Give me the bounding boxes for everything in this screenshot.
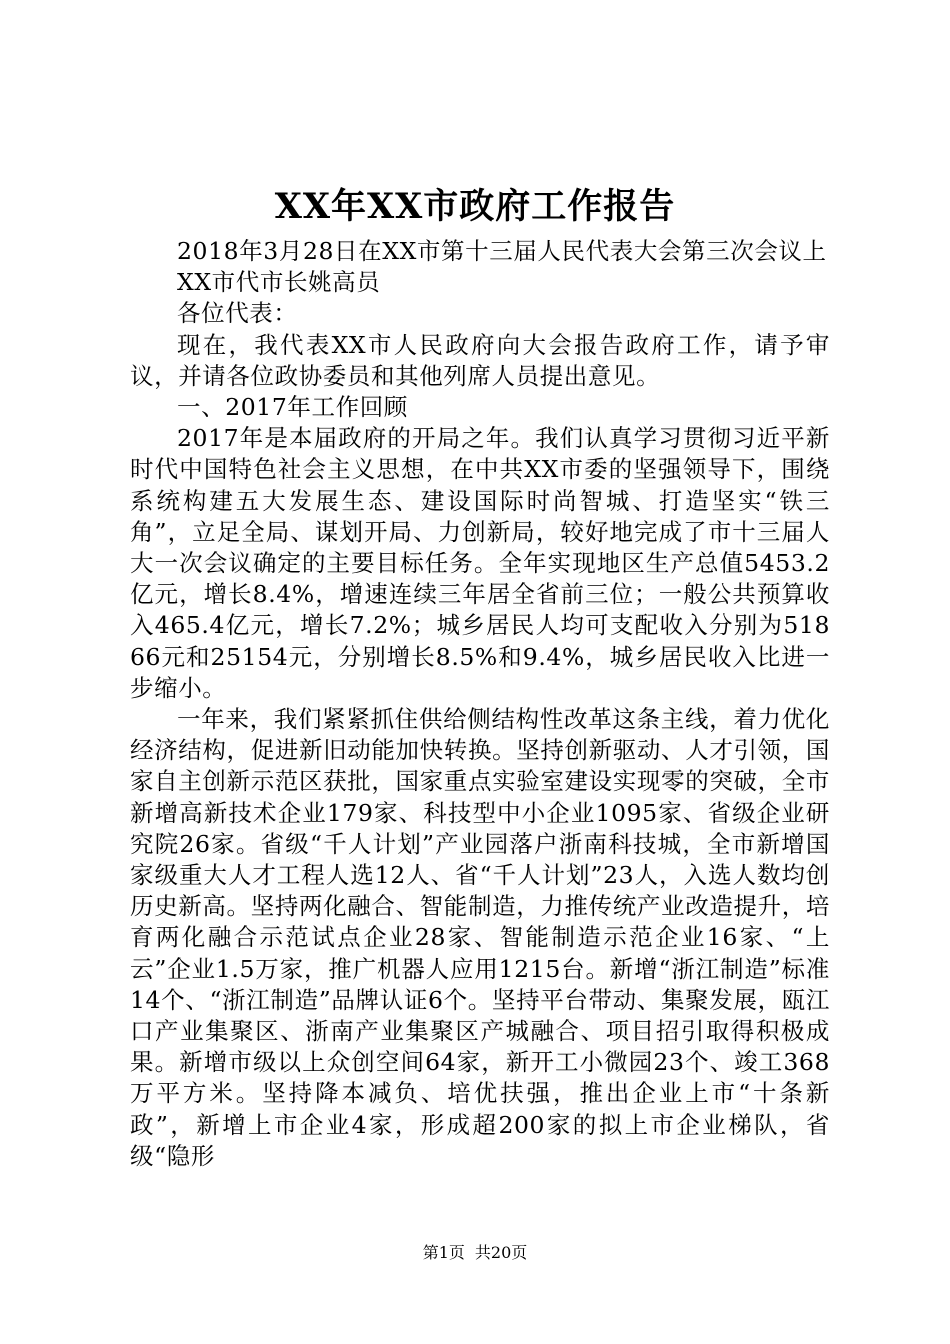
page-number: 第1页 bbox=[422, 1243, 465, 1262]
review-paragraph: 2017年是本届政府的开局之年。我们认真学习贯彻习近平新时代中国特色社会主义思想，在中共XX市委的坚强领导下，围绕系统构建五大发展生态、建设国际时尚智城、打造坚实“铁三角”，立足全局、谋划开局、力创新局，较好地完成了市十三届人大一次会议确定的主要目标任务。全年实现地区生产总值5453.2亿元，增长8.4%，增速连续三年居全省前三位；一般公共预算收入465.4亿元，增长7.2%；城乡居民人均可支配收入分别为51866元和25154元，分别增长8.5%和9.4%，城乡居民收入比进一步缩小。 bbox=[130, 424, 830, 702]
page-total: 共20页 bbox=[474, 1243, 528, 1262]
page-footer bbox=[0, 1241, 950, 1265]
intro-paragraph: 现在，我代表XX市人民政府向大会报告政府工作，请予审议，并请各位政协委员和其他列席人员提出意见。 bbox=[130, 330, 830, 390]
salutation-paragraph: 各位代表： bbox=[177, 299, 298, 328]
document-title: XX年XX市政府工作报告 bbox=[274, 186, 676, 227]
economy-paragraph: 一年来，我们紧紧抓住供给侧结构性改革这条主线，着力优化经济结构，促进新旧动能加快转换。坚持创新驱动、人才引领，国家自主创新示范区获批，国家重点实验室建设实现零的突破，全市新增高新技术企业179家、科技型中小企业1095家、省级企业研究院26家。省级“千人计划”产业园落户浙南科技城，全市新增国家级重大人才工程人选12人、省“千人计划”23人，入选人数均创历史新高。坚持两化融合、智能制造，力推传统产业改造提升，培育两化融合示范试点企业28家、智能制造示范企业16家、“上云”企业1.5万家，推广机器人应用1215台。新增“浙江制造”标准14个、“浙江制造”品牌认证6个。坚持平台带动、集聚发展，瓯江口产业集聚区、浙南产业集聚区产城融合、项目招引取得积极成果。新增市级以上众创空间64家，新开工小微园23个、竣工368万平方米。坚持降本减负、培优扶强，推出企业上市“十条新政”，新增上市企业4家，形成超200家的拟上市企业梯队，省级“隐形 bbox=[130, 705, 830, 1170]
meeting-info-paragraph: 2018年3月28日在XX市第十三届人民代表大会第三次会议上 bbox=[177, 237, 827, 265]
speaker-paragraph: XX市代市长姚高员 bbox=[177, 268, 381, 297]
document-body bbox=[130, 236, 830, 1172]
section-heading: 一、2017年工作回顾 bbox=[177, 393, 408, 422]
